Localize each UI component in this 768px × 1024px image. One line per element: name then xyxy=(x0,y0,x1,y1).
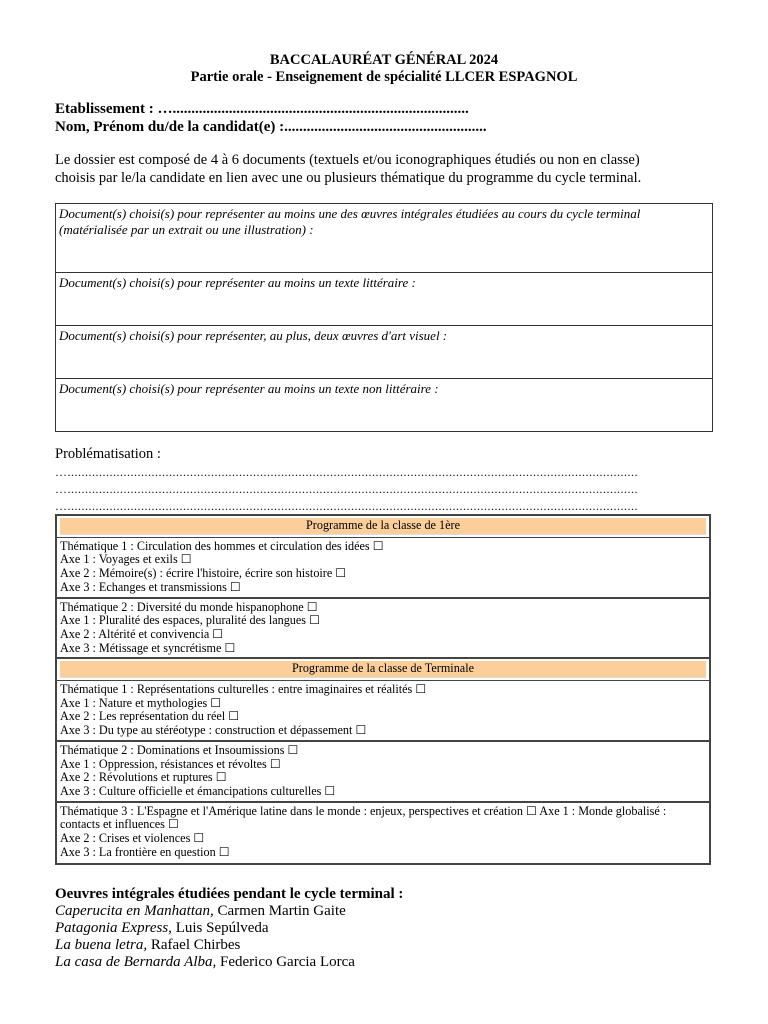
axe-item[interactable]: Axe 2 : Crises et violences ☐ xyxy=(60,831,205,846)
etablissement-field: Etablissement : …............................................................................... xyxy=(55,101,469,117)
oeuvre-title: La casa de Bernarda Alba, xyxy=(55,954,217,970)
candidate-name-field: Nom, Prénom du/de la candidat(e) :...................................................... xyxy=(55,119,487,135)
programme-terminale-heading: Programme de la classe de Terminale xyxy=(60,661,706,678)
intro-line: Le dossier est composé de 4 à 6 documents (textuels et/ou iconographiques étudiés ou non en classe) xyxy=(55,152,640,168)
problematisation-line: …................................................................................................................................................................... xyxy=(55,482,638,496)
problematisation-line: …................................................................................................................................................................... xyxy=(55,465,638,479)
thematique-section xyxy=(57,537,709,597)
document-subtitle: Partie orale - Enseignement de spécialité LLCER ESPAGNOL xyxy=(190,69,578,85)
thematique-item[interactable]: Thématique 2 : Dominations et Insoumissions ☐ xyxy=(60,742,299,757)
thematique-section xyxy=(57,680,709,740)
oeuvres-list xyxy=(55,886,403,971)
oeuvres-heading: Oeuvres intégrales étudiées pendant le cycle terminal : xyxy=(55,886,404,902)
axe-item[interactable]: Axe 3 : Métissage et syncrétisme ☐ xyxy=(60,640,236,655)
documents-table xyxy=(55,203,713,432)
document-title: BACCALAURÉAT GÉNÉRAL 2024 xyxy=(269,52,499,68)
thematique-item[interactable]: Thématique 3 : L'Espagne et l'Amérique latine dans le monde : enjeux, perspectives et création ☐ Axe 1 : Monde globalisé : contacts et influences ☐ xyxy=(60,803,667,832)
document-row: Document(s) choisi(s) pour représenter au moins un texte non littéraire : xyxy=(56,378,712,431)
axe-item[interactable]: Axe 3 : La frontière en question ☐ xyxy=(60,844,230,859)
intro-line: choisis par le/la candidate en lien avec une ou plusieurs thématique du programme du cycle terminal. xyxy=(55,170,642,186)
document-row: Document(s) choisi(s) pour représenter, au plus, deux œuvres d'art visuel : xyxy=(56,325,712,378)
axe-item[interactable]: Axe 2 : Mémoire(s) : écrire l'histoire, écrire son histoire ☐ xyxy=(60,566,347,581)
thematique-section xyxy=(57,801,709,864)
axe-item[interactable]: Axe 1 : Nature et mythologies ☐ xyxy=(60,695,222,710)
thematique-section xyxy=(57,597,709,658)
axe-item[interactable]: Axe 1 : Pluralité des espaces, pluralité des langues ☐ xyxy=(60,613,321,628)
oeuvre-item xyxy=(55,903,403,920)
oeuvre-item xyxy=(55,937,403,954)
oeuvre-item xyxy=(55,920,403,937)
intro-paragraph xyxy=(55,151,725,187)
axe-item[interactable]: Axe 2 : Altérité et convivencia ☐ xyxy=(60,626,224,641)
programme-table xyxy=(55,514,711,865)
thematique-item[interactable]: Thématique 2 : Diversité du monde hispanophone ☐ xyxy=(60,599,318,614)
oeuvre-author: Federico Garcia Lorca xyxy=(216,954,355,970)
axe-item[interactable]: Axe 3 : Culture officielle et émancipations culturelles ☐ xyxy=(60,783,336,798)
oeuvre-author: Carmen Martin Gaite xyxy=(213,903,346,919)
oeuvre-author: Rafael Chirbes xyxy=(147,937,241,953)
axe-item[interactable]: Axe 2 : Les représentation du réel ☐ xyxy=(60,709,240,724)
oeuvre-item xyxy=(55,954,403,971)
document-row: Document(s) choisi(s) pour représenter au moins une des œuvres intégrales étudiées au cours du cycle terminal (matérialisée par un extrait ou une illustration) : xyxy=(59,206,641,237)
axe-item[interactable]: Axe 1 : Oppression, résistances et révoltes ☐ xyxy=(60,756,281,771)
oeuvre-title: Caperucita en Manhattan, xyxy=(55,903,214,919)
oeuvre-title: Patagonia Express, xyxy=(55,920,172,936)
oeuvre-author: Luis Sepúlveda xyxy=(171,920,269,936)
thematique-item[interactable]: Thématique 1 : Circulation des hommes et circulation des idées ☐ xyxy=(60,538,384,553)
thematique-section xyxy=(57,740,709,801)
document-row: Document(s) choisi(s) pour représenter au moins un texte littéraire : xyxy=(56,272,712,325)
axe-item[interactable]: Axe 3 : Echanges et transmissions ☐ xyxy=(60,579,241,594)
thematique-item[interactable]: Thématique 1 : Représentations culturelles : entre imaginaires et réalités ☐ xyxy=(60,682,427,697)
programme-premiere-heading: Programme de la classe de 1ère xyxy=(60,518,706,535)
oeuvre-title: La buena letra, xyxy=(55,937,148,953)
axe-item[interactable]: Axe 1 : Voyages et exils ☐ xyxy=(60,552,192,567)
problematisation-line: …................................................................................................................................................................... xyxy=(55,499,638,513)
problematisation-label: Problématisation : xyxy=(55,446,161,462)
axe-item[interactable]: Axe 2 : Révolutions et ruptures ☐ xyxy=(60,770,227,785)
axe-item[interactable]: Axe 3 : Du type au stéréotype : construction et dépassement ☐ xyxy=(60,723,367,738)
